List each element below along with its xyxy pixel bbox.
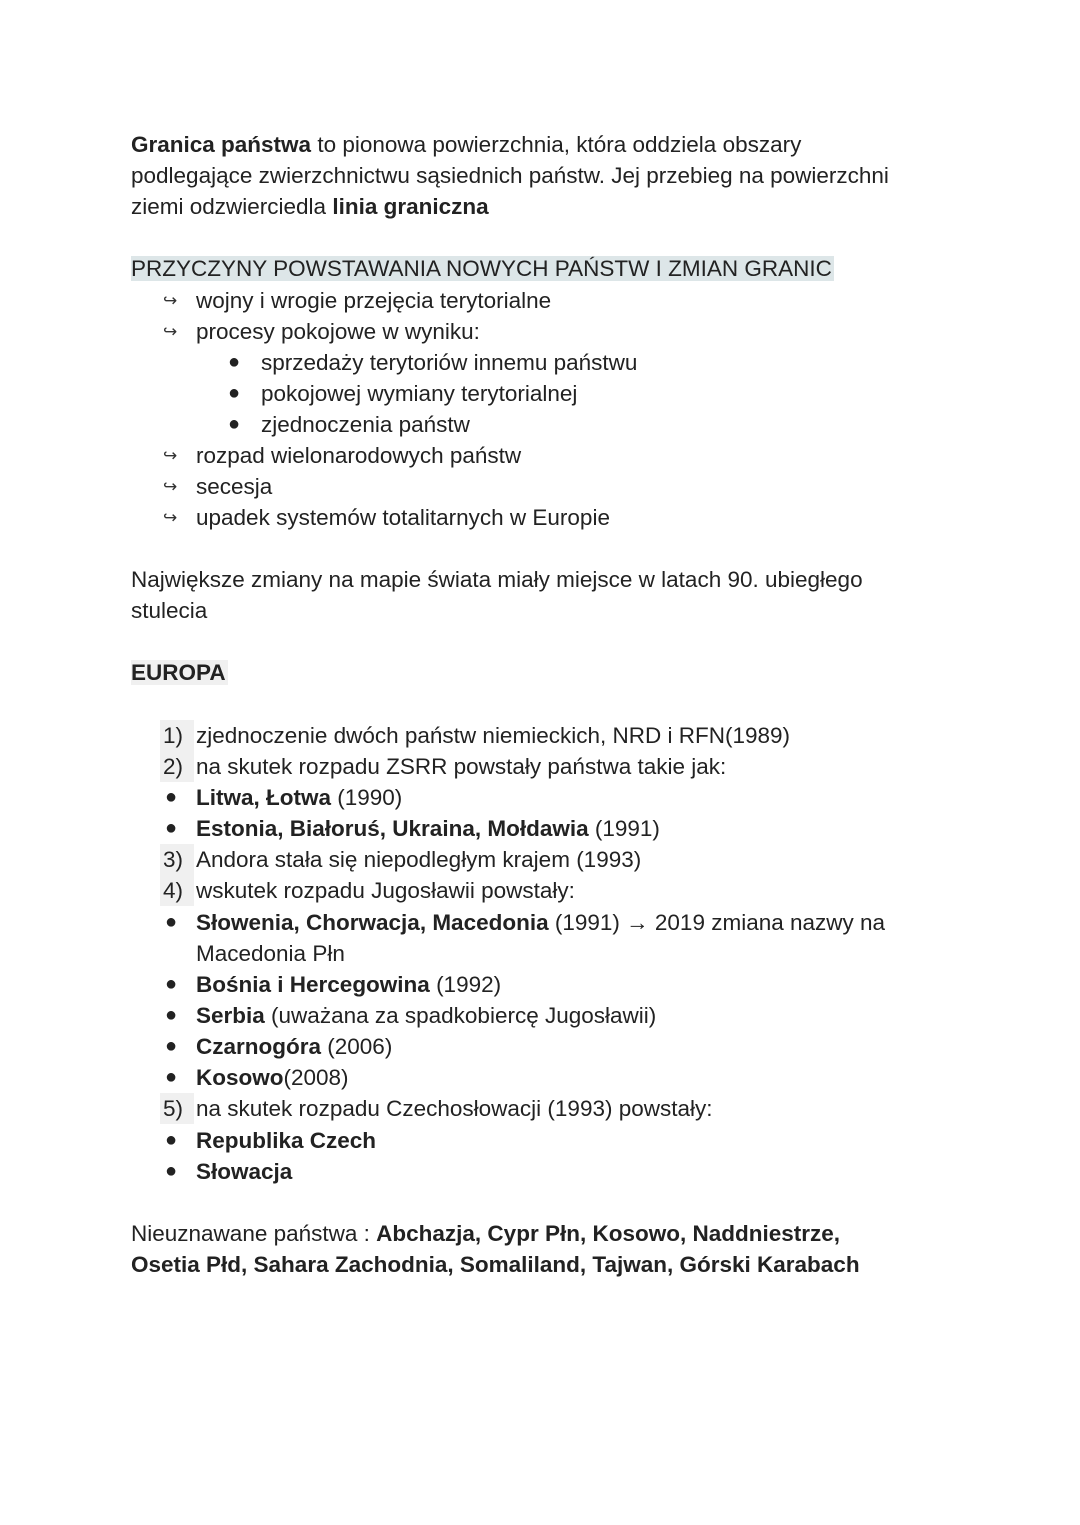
bullet-icon: ● [165,973,178,995]
definition-text: to pionowa powierzchnia, która oddziela obszary [311,132,802,157]
hook-arrow-icon: ↪ [163,477,178,496]
country-names: Litwa, Łotwa [196,785,331,810]
bullet-icon: ● [165,1035,178,1057]
unrecognized-line-1 [131,1218,840,1249]
cause-subitem: zjednoczenia państw [261,412,470,437]
unrecognized-line-2 [131,1249,860,1280]
year-text: (1990) [331,785,403,810]
list-number: 4) [163,878,184,903]
hook-arrow-icon: ↪ [163,291,178,310]
list-bullet-item [196,1000,656,1031]
list-bullet-item [196,907,885,938]
list-number: 1) [163,723,184,748]
definition-line-1 [131,129,801,160]
country-names: Słowacja [196,1159,293,1184]
country-names: Republika Czech [196,1128,377,1153]
summary-line-1: Największe zmiany na mapie świata miały miejsce w latach 90. ubiegłego [131,567,863,592]
bullet-icon: ● [165,786,178,808]
cause-item: upadek systemów totalitarnych w Europie [196,505,610,530]
hook-arrow-icon: ↪ [163,508,178,527]
causes-heading [131,253,834,284]
list-item: na skutek rozpadu Czechosłowacji (1993) powstały: [196,1096,713,1121]
list-bullet-item [196,1062,349,1093]
list-item: Andora stała się niepodległym krajem (1993) [196,847,642,872]
bullet-icon: ● [165,1066,178,1088]
country-names: Słowenia, Chorwacja, Macedonia [196,910,549,935]
cause-item: wojny i wrogie przejęcia terytorialne [196,288,552,313]
cause-item: rozpad wielonarodowych państw [196,443,522,468]
list-item: zjednoczenie dwóch państw niemieckich, NRD i RFN(1989) [196,723,790,748]
list-bullet-continuation: Macedonia Płn [196,941,345,966]
list-item: wskutek rozpadu Jugosławii powstały: [196,878,575,903]
list-number: 2) [163,754,184,779]
list-number: 3) [163,847,184,872]
list-bullet-item [196,1031,392,1062]
europe-heading [131,657,228,688]
bullet-icon: ● [165,1129,178,1151]
hook-arrow-icon: ↪ [163,446,178,465]
unrecognized-label: Nieuznawane państwa : [131,1221,377,1246]
year-text: (1991) [588,816,660,841]
note-text: (uważana za spadkobiercę Jugosławii) [264,1003,657,1028]
list-number: 5) [163,1096,184,1121]
unrecognized-states: Abchazja, Cypr Płn, Kosowo, Naddniestrze, [376,1221,840,1246]
country-names: Czarnogóra [196,1034,322,1059]
cause-subitem: sprzedaży terytoriów innemu państwu [261,350,638,375]
europe-heading-text: EUROPA [131,660,226,685]
cause-subitem: pokojowej wymiany terytorialnej [261,381,578,406]
cause-item: secesja [196,474,273,499]
definition-key-term: linia graniczna [332,194,489,219]
definition-line-2: podlegające zwierzchnictwu sąsiednich państw. Jej przebieg na powierzchni [131,163,889,188]
summary-line-2: stulecia [131,598,208,623]
bullet-icon: ● [228,413,241,435]
bullet-icon: ● [165,1004,178,1026]
country-names: Kosowo [196,1065,284,1090]
country-names: Bośnia i Hercegowina [196,972,430,997]
country-names: Estonia, Białoruś, Ukraina, Mołdawia [196,816,589,841]
definition-line-3 [131,191,489,222]
definition-term: Granica państwa [131,132,312,157]
list-bullet-item [196,1156,292,1187]
bullet-icon: ● [228,382,241,404]
list-bullet-item [196,782,402,813]
hook-arrow-icon: ↪ [163,322,178,341]
unrecognized-states: Osetia Płd, Sahara Zachodnia, Somaliland, Tajwan, Górski Karabach [131,1252,860,1277]
list-bullet-item [196,1125,376,1156]
bullet-icon: ● [165,1160,178,1182]
year-text: (2008) [283,1065,349,1090]
causes-heading-text: PRZYCZYNY POWSTAWANIA NOWYCH PAŃSTW I ZMIAN GRANIC [131,256,832,281]
list-bullet-item [196,969,501,1000]
year-text: (1992) [429,972,502,997]
country-names: Serbia [196,1003,265,1028]
bullet-icon: ● [165,911,178,933]
year-text: (1991) → 2019 zmiana nazwy na [548,910,886,935]
bullet-icon: ● [228,351,241,373]
definition-text: ziemi odzwierciedla [131,194,333,219]
cause-item: procesy pokojowe w wyniku: [196,319,480,344]
year-text: (2006) [321,1034,393,1059]
bullet-icon: ● [165,817,178,839]
list-bullet-item [196,813,660,844]
list-item: na skutek rozpadu ZSRR powstały państwa takie jak: [196,754,727,779]
